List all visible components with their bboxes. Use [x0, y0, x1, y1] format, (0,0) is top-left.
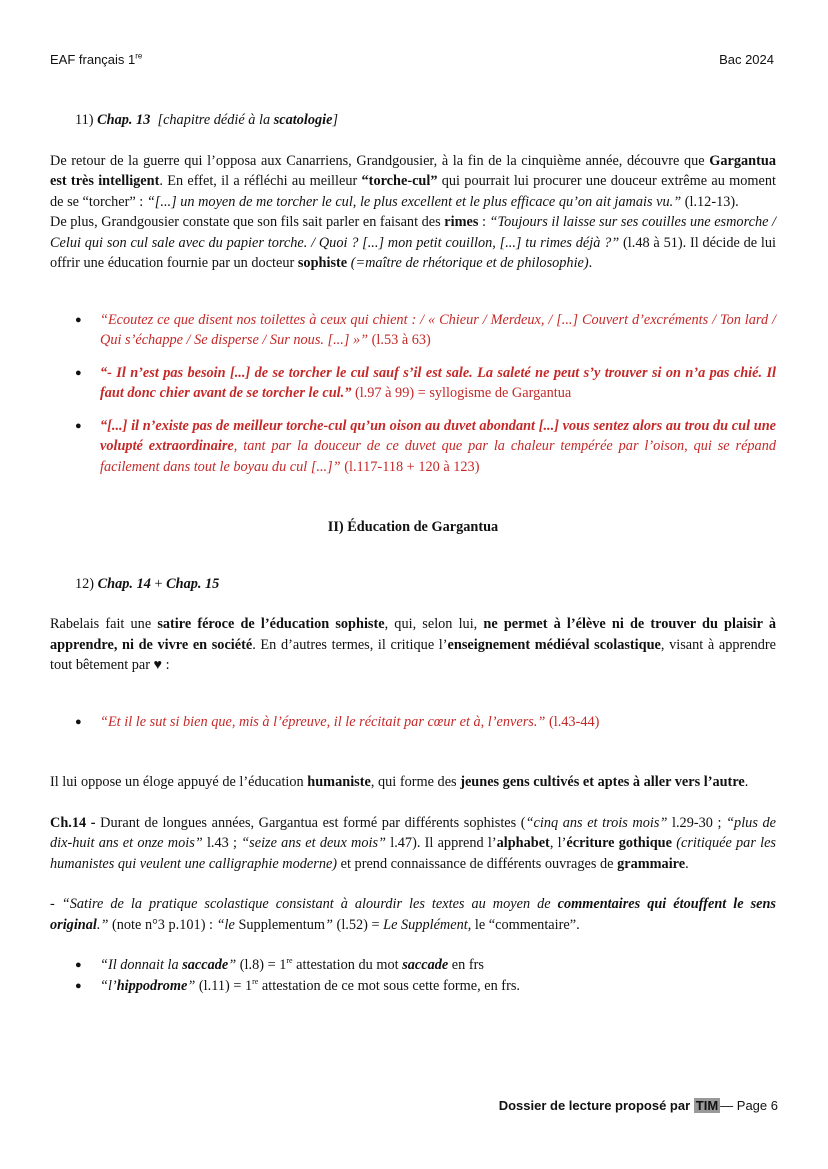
paragraph-5: Ch.14 - Durant de longues années, Gargantua est formé par différents sophistes (“cinq ans et trois mois” l.29-30 ; “plus de dix-huit ans et onze mois” l.43 ; “seize ans et deux mois” l.47). Il apprend l’alphabet, l’écriture gothique (critiquée par les humanistes qui veulent une calligraphie moderne) et prend connaissance de différents ouvrages de grammaire. — [50, 814, 776, 872]
quote-item: ● “Ecoutez ce que disent nos toilettes à ceux qui chient : / « Chieur / Merdeux, / [...] Couvert d’excréments / Ton lard / Qui s’échappe / Se disperse / Sur nous. [...] »” (l.53 à 63) — [50, 310, 776, 351]
bullets-list — [50, 955, 776, 996]
paragraph-6: - “Satire de la pratique scolastique consistant à alourdir les textes au moyen de commentaires qui étouffent le sens original.” (note n°3 p.101) : “le Supplementum” (l.52) = Le Supplément, le “commentaire”. — [50, 896, 776, 933]
header-left: EAF français 1re — [50, 51, 143, 67]
bullet-item: ● “Il donnait la saccade” (l.8) = 1re attestation du mot saccade en frs — [50, 955, 776, 976]
author-highlight: TIM — [695, 1098, 719, 1113]
quote-item: ● “Et il le sut si bien que, mis à l’épreuve, il le récitait par cœur et à, l’envers.” (l.43-44) — [50, 712, 776, 733]
paragraph-4: Il lui oppose un éloge appuyé de l’éducation humaniste, qui forme des jeunes gens cultivés et aptes à aller vers l’autre. — [50, 774, 749, 790]
paragraph-3: Rabelais fait une satire féroce de l’éducation sophiste, qui, selon lui, ne permet à l’élève ni de trouver du plaisir à apprendre, ni de vivre en société. En d’autres termes, il critique l’enseignement médiéval scolastique, visant à apprendre tout bêtement par ♥ : — [50, 616, 777, 673]
quote-item: ● “- Il n’est pas besoin [...] de se torcher le cul sauf s’il est sale. La saleté ne peut s’y trouver si on n’a pas chié. Il faut donc chier avant de se torcher le cul.” (l.97 à 99) = syllogisme de Gargantua — [50, 363, 776, 404]
paragraph-1: De retour de la guerre qui l’opposa aux Canarriens, Grandgousier, à la fin de la cinquième année, découvre que Gargantua est très intelligent. En effet, il a réfléchi au meilleur “torche-cul” qui pourrait lui procurer une douceur extrême au moment de se “torcher” : “[...] un moyen de me torcher le cul, le plus excellent et le plus efficace qu’on ait jamais vu.” (l.12-13). — [50, 152, 776, 210]
page-footer: Dossier de lecture proposé par TIM — Page 6 — [498, 1098, 778, 1113]
section-12-heading: 12) Chap. 14 + Chap. 15 — [75, 575, 220, 592]
header-right: Bac 2024 — [719, 52, 774, 67]
quotes-list-2 — [50, 712, 776, 733]
bullet-item: ● “l’hippodrome” (l.11) = 1re attestation de ce mot sous cette forme, en frs. — [50, 976, 776, 997]
page-body — [50, 110, 776, 996]
quote-item: ● “[...] il n’existe pas de meilleur torche-cul qu’un oison au duvet abondant [...] vous sentez alors au trou du cul une volupté extraordinaire, tant par la douceur de ce duvet que par la chaleur tempérée par l’oison, qui se répand facilement dans tout le boyau du cul [...]” (l.117-118 + 120 à 123) — [50, 416, 776, 478]
section-2-title: II) Éducation de Gargantua — [327, 519, 499, 535]
section-11-heading: 11) Chap. 13 [chapitre dédié à la scatologie] — [75, 112, 339, 128]
quotes-list-1 — [50, 310, 776, 478]
paragraph-2: De plus, Grandgousier constate que son fils sait parler en faisant des rimes : “Toujours il laisse sur ses couilles une esmorche / Celui qui son cul sale avec du papier torche. / Quoi ? [...] mon petit couillon, [...] tu rimes déjà ?” (l.48 à 51). Il décide de lui offrir une éducation fournie par un docteur sophiste (=maître de rhétorique et de philosophie). — [50, 214, 776, 271]
